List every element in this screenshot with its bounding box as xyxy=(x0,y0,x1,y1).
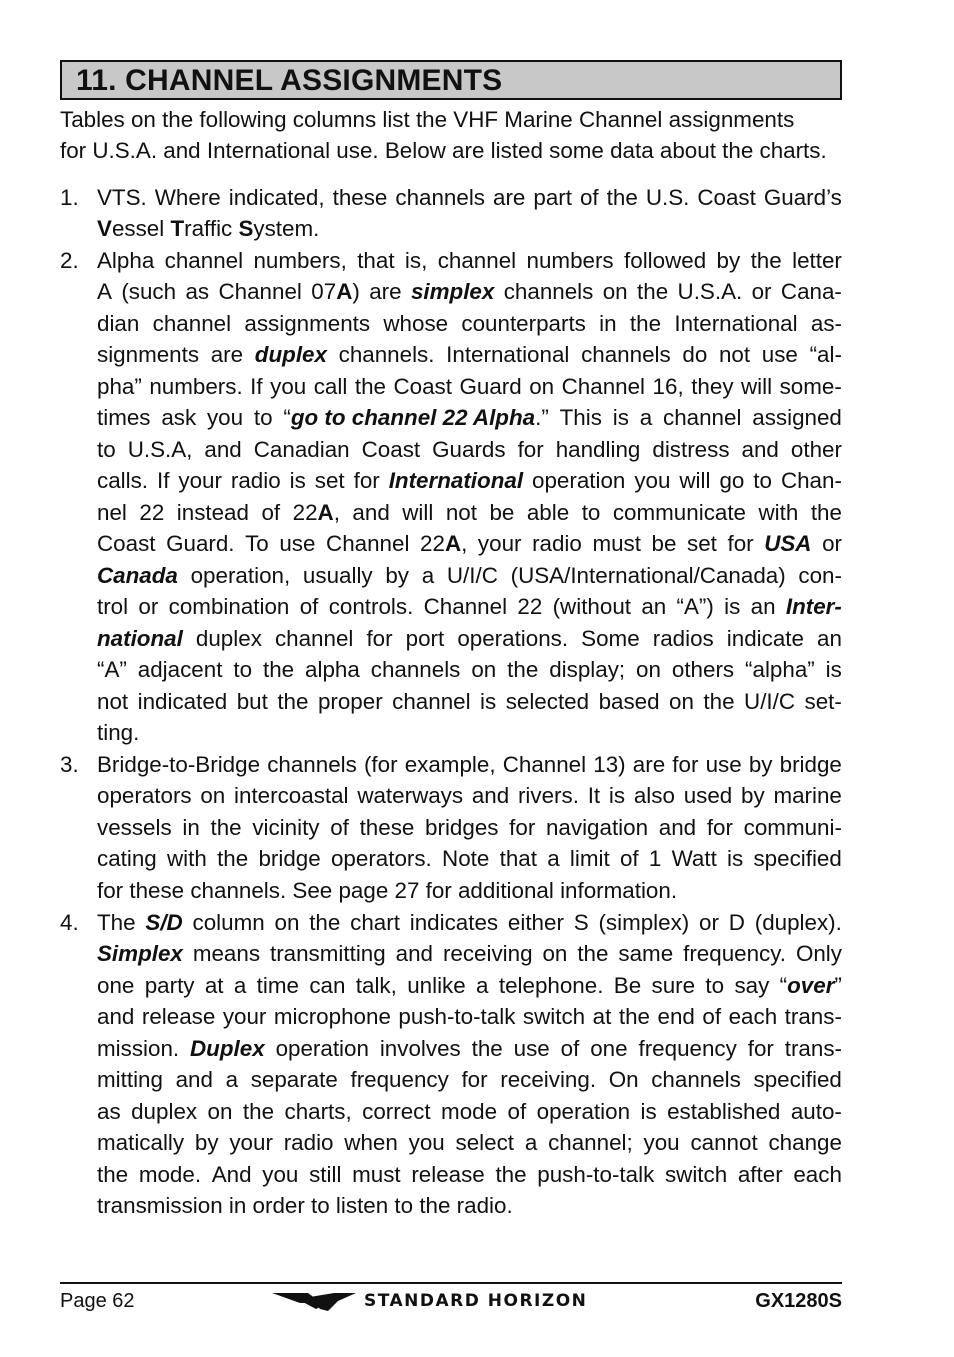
model-name: GX1280S xyxy=(755,1290,842,1312)
item-4-line: transmission in order to listen to the radio. xyxy=(97,1193,513,1218)
item-2-line: dian channel assignments whose counterparts in the International as- xyxy=(97,311,842,336)
list-number: 4. xyxy=(60,910,79,935)
item-4-line: mission. Duplex operation involves the use of one frequency for trans- xyxy=(97,1036,842,1061)
item-3-line: Bridge-to-Bridge channels (for example, Channel 13) are for use by bridge xyxy=(97,752,842,777)
item-2-line: calls. If your radio is set for International operation you will go to Chan- xyxy=(97,468,842,493)
item-3-line: vessels in the vicinity of these bridges for navigation and for communi- xyxy=(97,815,842,840)
list-number: 3. xyxy=(60,752,79,777)
list-number: 2. xyxy=(60,248,79,273)
item-4-line: and release your microphone push-to-talk switch at the end of each trans- xyxy=(97,1004,842,1029)
item-3-line: operators on intercoastal waterways and rivers. It is also used by marine xyxy=(97,783,842,808)
item-1-line: Vessel Traffic System. xyxy=(97,216,320,241)
item-2-line: “A” adjacent to the alpha channels on the display; on others “alpha” is xyxy=(97,657,842,682)
item-2-line: signments are duplex channels. International channels do not use “al- xyxy=(97,342,842,367)
item-4-line: as duplex on the charts, correct mode of operation is established auto- xyxy=(97,1099,842,1124)
item-2-line: Alpha channel numbers, that is, channel numbers followed by the letter xyxy=(97,248,842,273)
brand-logo xyxy=(272,1289,587,1313)
item-2-line: to U.S.A, and Canadian Coast Guards for handling distress and other xyxy=(97,437,842,462)
item-2-line: nel 22 instead of 22A, and will not be able to communicate with the xyxy=(97,500,842,525)
item-3-line: cating with the bridge operators. Note that a limit of 1 Watt is specified xyxy=(97,846,842,871)
item-4-line: Simplex means transmitting and receiving on the same frequency. Only xyxy=(97,941,842,966)
item-4-line: The S/D column on the chart indicates either S (simplex) or D (duplex). xyxy=(97,910,842,935)
item-4-line: the mode. And you still must release the push-to-talk switch after each xyxy=(97,1162,842,1187)
page-title: 11. CHANNEL ASSIGNMENTS xyxy=(76,64,503,97)
item-1-line: VTS. Where indicated, these channels are part of the U.S. Coast Guard’s xyxy=(97,185,842,210)
intro-line-1: Tables on the following columns list the VHF Marine Channel assignments xyxy=(60,107,795,132)
brand-name: STANDARD HORIZON xyxy=(364,1291,588,1311)
item-4-line: matically by your radio when you select a channel; you cannot change xyxy=(97,1130,842,1155)
item-4-line: mitting and a separate frequency for receiving. On channels specified xyxy=(97,1067,842,1092)
list-number: 1. xyxy=(60,185,79,210)
item-2-line: times ask you to “go to channel 22 Alpha.” This is a channel assigned xyxy=(97,405,842,430)
item-4-line: one party at a time can talk, unlike a telephone. Be sure to say “over” xyxy=(97,973,842,998)
section-title-bar xyxy=(60,60,842,100)
item-2-line: trol or combination of controls. Channel 22 (without an “A”) is an Inter- xyxy=(97,594,842,619)
item-2-line: Coast Guard. To use Channel 22A, your radio must be set for USA or xyxy=(97,531,842,556)
intro-line-2: for U.S.A. and International use. Below are listed some data about the charts. xyxy=(60,138,827,163)
item-2-line: A (such as Channel 07A) are simplex channels on the U.S.A. or Cana- xyxy=(97,279,842,304)
item-3-line: for these channels. See page 27 for additional information. xyxy=(97,878,678,903)
footer-rule xyxy=(60,1282,842,1284)
page-number: Page 62 xyxy=(60,1290,135,1312)
item-2-line: national duplex channel for port operations. Some radios indicate an xyxy=(97,626,842,651)
item-2-line: ting. xyxy=(97,720,140,745)
item-2-line: not indicated but the proper channel is selected based on the U/I/C set- xyxy=(97,689,842,714)
item-2-line: pha” numbers. If you call the Coast Guard on Channel 16, they will some- xyxy=(97,374,842,399)
brand-wave-icon xyxy=(272,1289,356,1313)
item-2-line: Canada operation, usually by a U/I/C (USA/International/Canada) con- xyxy=(97,563,842,588)
